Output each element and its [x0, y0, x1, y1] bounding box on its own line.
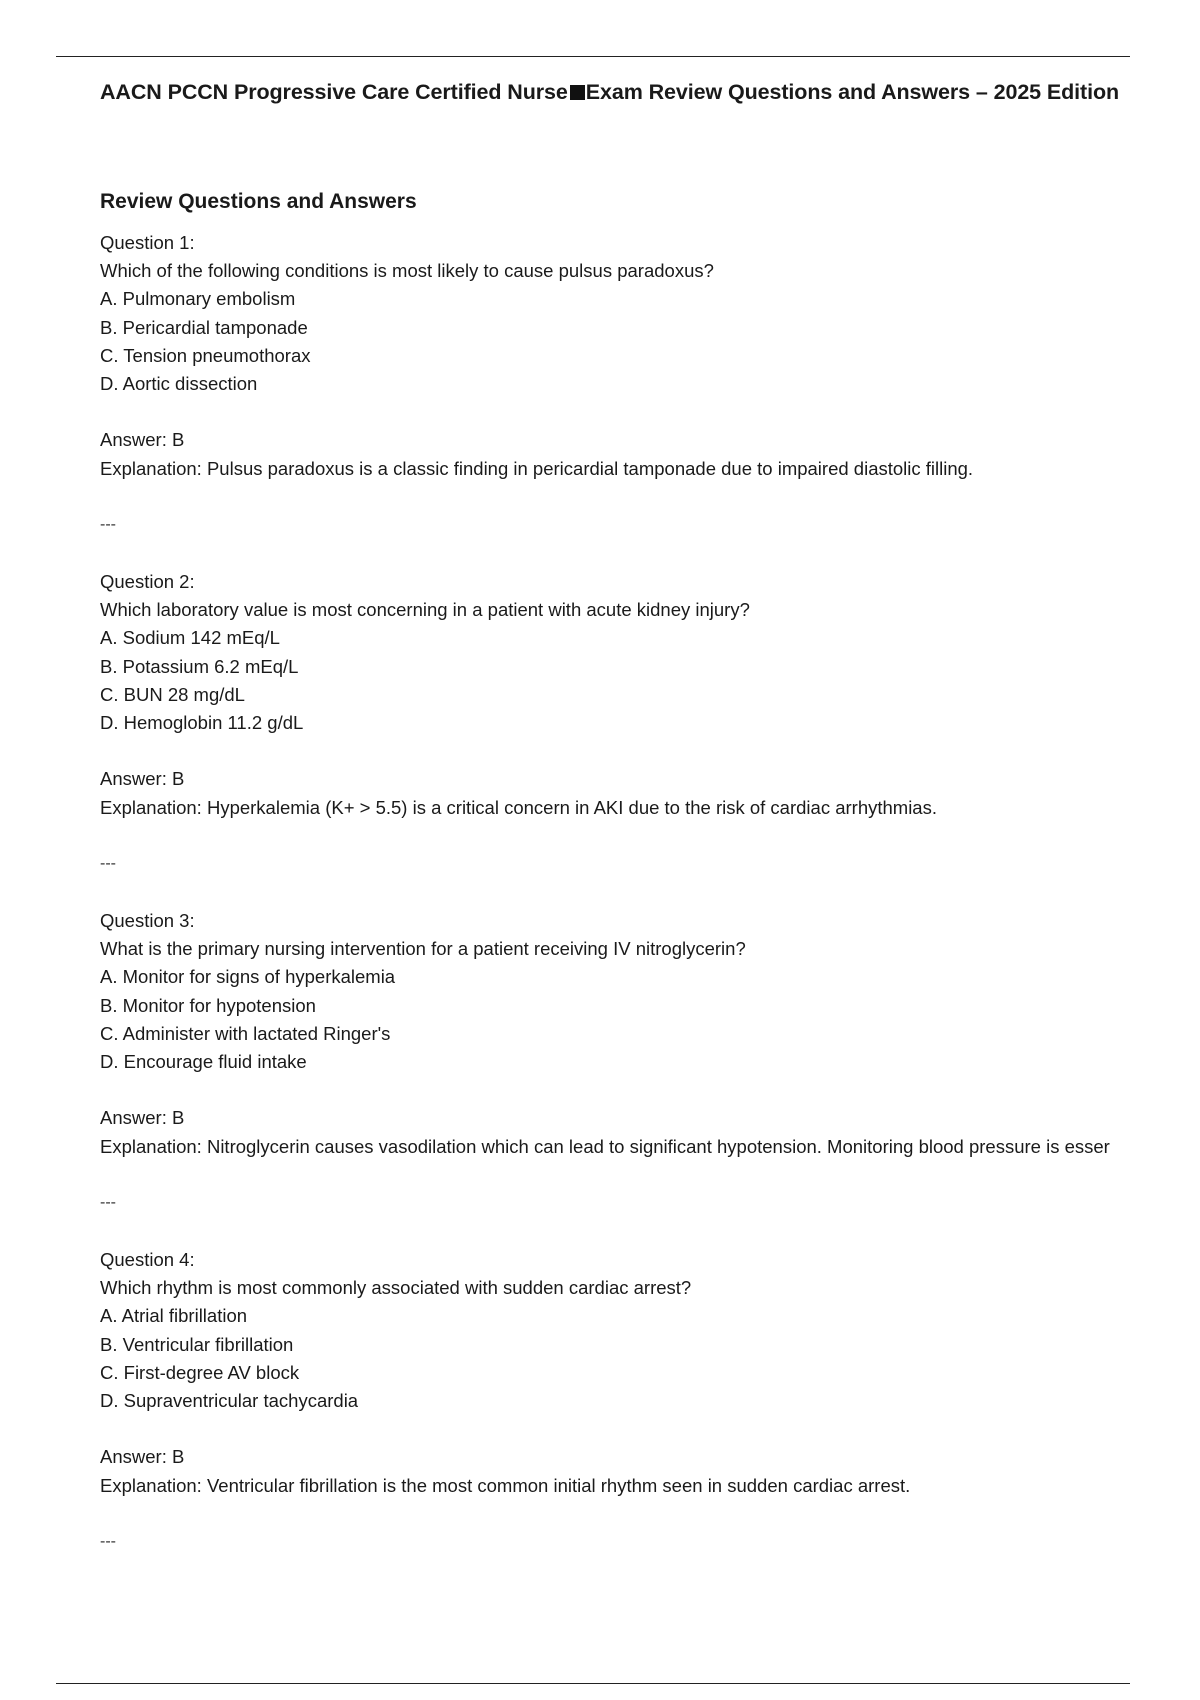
option-d: D. Hemoglobin 11.2 g/dL — [100, 711, 304, 733]
separator: --- — [100, 1532, 116, 1550]
option-c: C. BUN 28 mg/dL — [100, 683, 245, 705]
answer: Answer: B — [100, 1446, 185, 1468]
option-d: D. Aortic dissection — [100, 372, 258, 394]
bottom-rule — [56, 1683, 1130, 1684]
answer: Answer: B — [100, 1107, 185, 1129]
title-separator-glyph — [570, 85, 585, 100]
separator: --- — [100, 1193, 116, 1211]
option-b: B. Ventricular fibrillation — [100, 1333, 294, 1355]
option-b: B. Pericardial tamponade — [100, 316, 308, 338]
title-part-2: Exam Review Questions and Answers – 2025 Edition — [585, 80, 1120, 104]
question-block-4 — [100, 1246, 1200, 1585]
spacer — [100, 1161, 1200, 1189]
question-block-3 — [100, 907, 1200, 1246]
spacer — [100, 822, 1200, 850]
question-label: Question 4: — [100, 1249, 195, 1270]
option-c: C. First-degree AV block — [100, 1361, 300, 1383]
option-a: A. Sodium 142 mEq/L — [100, 627, 280, 649]
option-b: B. Monitor for hypotension — [100, 994, 316, 1016]
explanation: Explanation: Ventricular fibrillation is the most common initial rhythm seen in sudden cardiac arrest. — [100, 1474, 911, 1496]
spacer — [100, 1415, 1200, 1443]
spacer — [100, 398, 1200, 426]
question-label: Question 2: — [100, 571, 195, 592]
explanation: Explanation: Nitroglycerin causes vasodilation which can lead to significant hypotension. Monitoring blood pressure is esser — [100, 1135, 1110, 1157]
spacer — [100, 1076, 1200, 1104]
section-heading: Review Questions and Answers — [100, 190, 417, 213]
question-text: Which laboratory value is most concerning in a patient with acute kidney injury? — [100, 599, 750, 621]
question-label: Question 3: — [100, 910, 195, 931]
question-text: Which of the following conditions is most likely to cause pulsus paradoxus? — [100, 260, 714, 282]
question-text: What is the primary nursing intervention for a patient receiving IV nitroglycerin? — [100, 938, 746, 960]
question-text: Which rhythm is most commonly associated with sudden cardiac arrest? — [100, 1277, 692, 1299]
explanation: Explanation: Pulsus paradoxus is a classic finding in pericardial tamponade due to impaired diastolic filling. — [100, 457, 974, 479]
spacer — [100, 737, 1200, 765]
option-a: A. Atrial fibrillation — [100, 1305, 248, 1327]
option-a: A. Pulmonary embolism — [100, 288, 296, 310]
option-a: A. Monitor for signs of hyperkalemia — [100, 966, 396, 988]
option-c: C. Administer with lactated Ringer's — [100, 1022, 391, 1044]
spacer — [100, 483, 1200, 511]
option-d: D. Encourage fluid intake — [100, 1050, 307, 1072]
title-part-1: AACN PCCN Progressive Care Certified Nurse — [100, 80, 568, 104]
answer: Answer: B — [100, 768, 185, 790]
option-b: B. Potassium 6.2 mEq/L — [100, 655, 299, 677]
separator: --- — [100, 854, 116, 872]
answer: Answer: B — [100, 429, 185, 451]
separator: --- — [100, 515, 116, 533]
top-rule — [56, 56, 1130, 57]
question-label: Question 1: — [100, 232, 195, 253]
option-d: D. Supraventricular tachycardia — [100, 1389, 359, 1411]
document-title — [100, 80, 1195, 105]
spacer — [100, 1500, 1200, 1528]
option-c: C. Tension pneumothorax — [100, 344, 311, 366]
explanation: Explanation: Hyperkalemia (K+ > 5.5) is a critical concern in AKI due to the risk of cardiac arrhythmias. — [100, 796, 937, 818]
question-list — [100, 229, 1200, 1585]
question-block-1 — [100, 229, 1200, 568]
question-block-2 — [100, 568, 1200, 907]
